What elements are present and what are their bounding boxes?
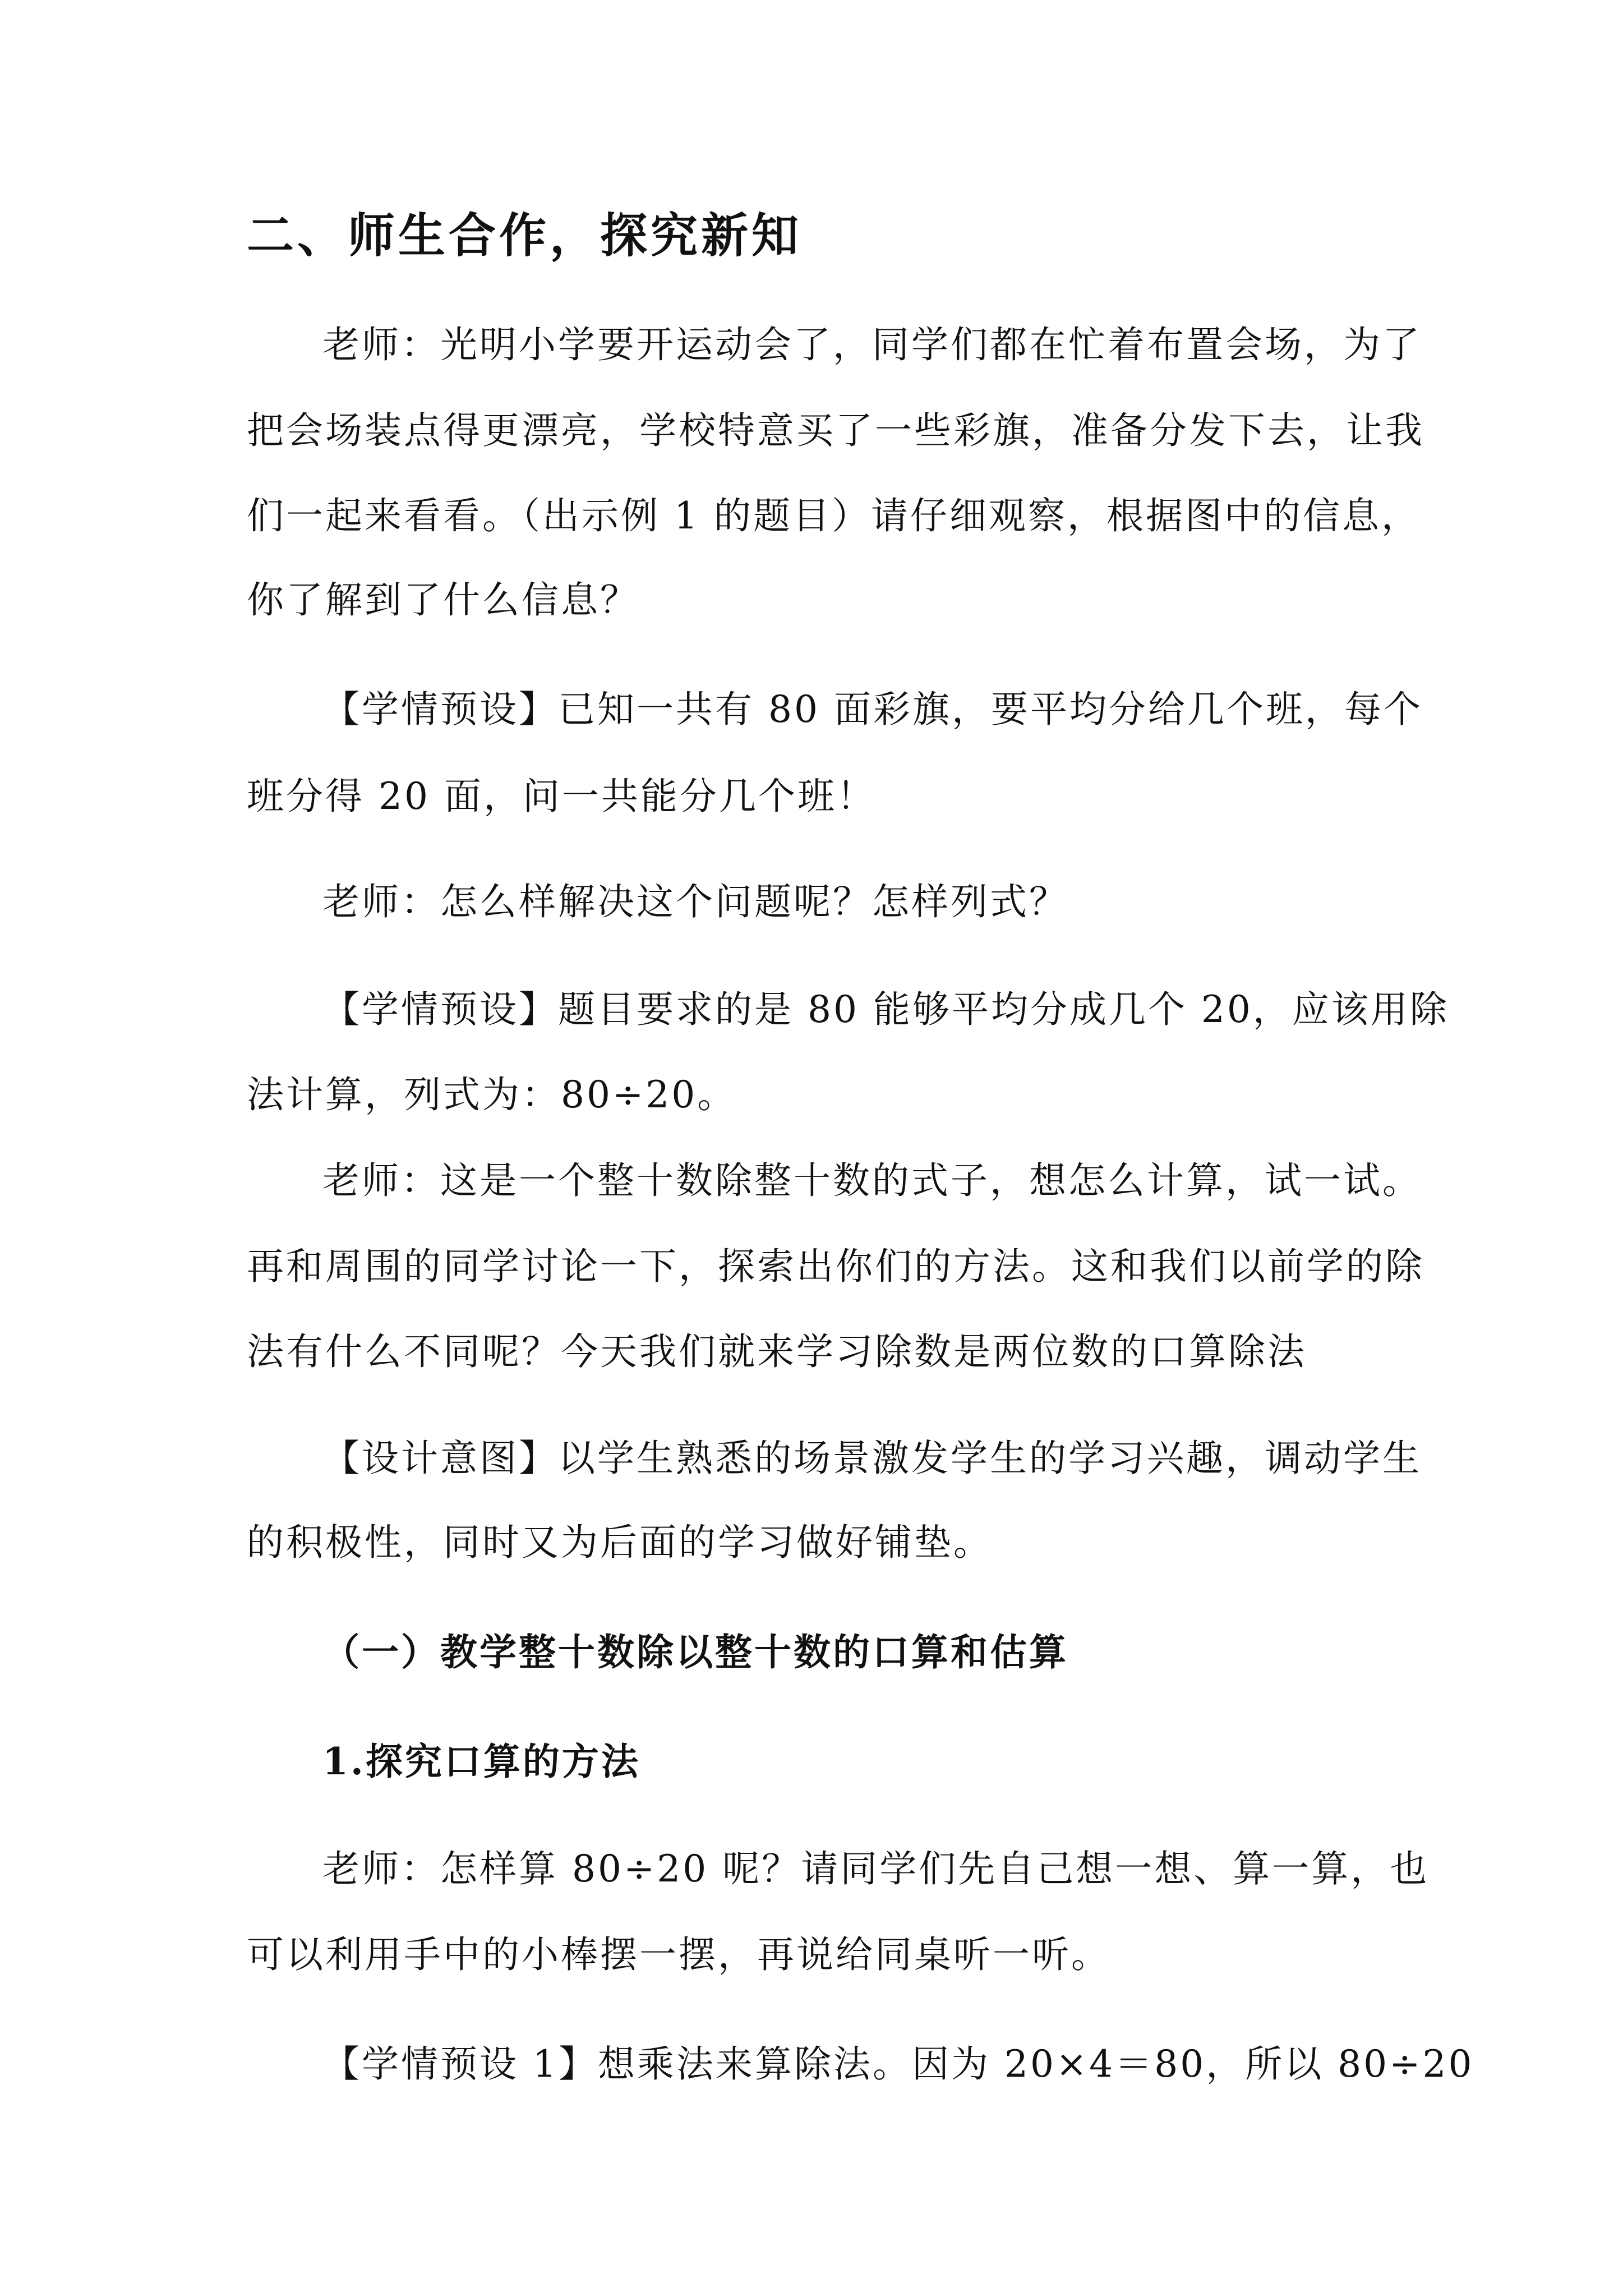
paragraph-line: 的积极性，同时又为后面的学习做好铺垫。 [247,1521,993,1564]
paragraph-line: 你了解到了什么信息？ [247,578,639,622]
paragraph-line: 可以利用手中的小棒摆一摆，再说给同桌听一听。 [247,1933,1110,1976]
paragraph-line: 法计算，列式为：80÷20。 [247,1073,737,1116]
paragraph-line: 【学情预设 1】想乘法来算除法。因为 20×4＝80，所以 80÷20 [322,2042,1474,2086]
section-heading: 二、师生合作，探究新知 [247,208,803,263]
paragraph-line: 把会场装点得更漂亮，学校特意买了一些彩旗，准备分发下去，让我 [247,409,1424,452]
paragraph-line: 老师：怎么样解决这个问题呢？怎样列式？ [322,880,1068,923]
paragraph-line: 老师：光明小学要开运动会了，同学们都在忙着布置会场，为了 [322,323,1422,366]
paragraph-line: 法有什么不同呢？今天我们就来学习除数是两位数的口算除法 [247,1330,1307,1373]
paragraph-line: 【学情预设】题目要求的是 80 能够平均分成几个 20，应该用除 [322,988,1449,1031]
paragraph-line: 们一起来看看。（出示例 1 的题目）请仔细观察，根据图中的信息， [247,494,1421,537]
paragraph-line: 【学情预设】已知一共有 80 面彩旗，要平均分给几个班，每个 [322,688,1423,731]
subsection-heading: 1.探究口算的方法 [322,1740,640,1783]
subsection-heading: （一）教学整十数除以整十数的口算和估算 [322,1630,1068,1674]
paragraph-line: 班分得 20 面，问一共能分几个班！ [247,775,876,818]
paragraph-line: 老师：这是一个整十数除整十数的式子，想怎么计算，试一试。 [322,1159,1422,1202]
paragraph-line: 【设计意图】以学生熟悉的场景激发学生的学习兴趣，调动学生 [322,1437,1422,1480]
paragraph-line: 老师：怎样算 80÷20 呢？请同学们先自己想一想、算一算，也 [322,1847,1430,1890]
paragraph-line: 再和周围的同学讨论一下，探索出你们的方法。这和我们以前学的除 [247,1245,1424,1288]
